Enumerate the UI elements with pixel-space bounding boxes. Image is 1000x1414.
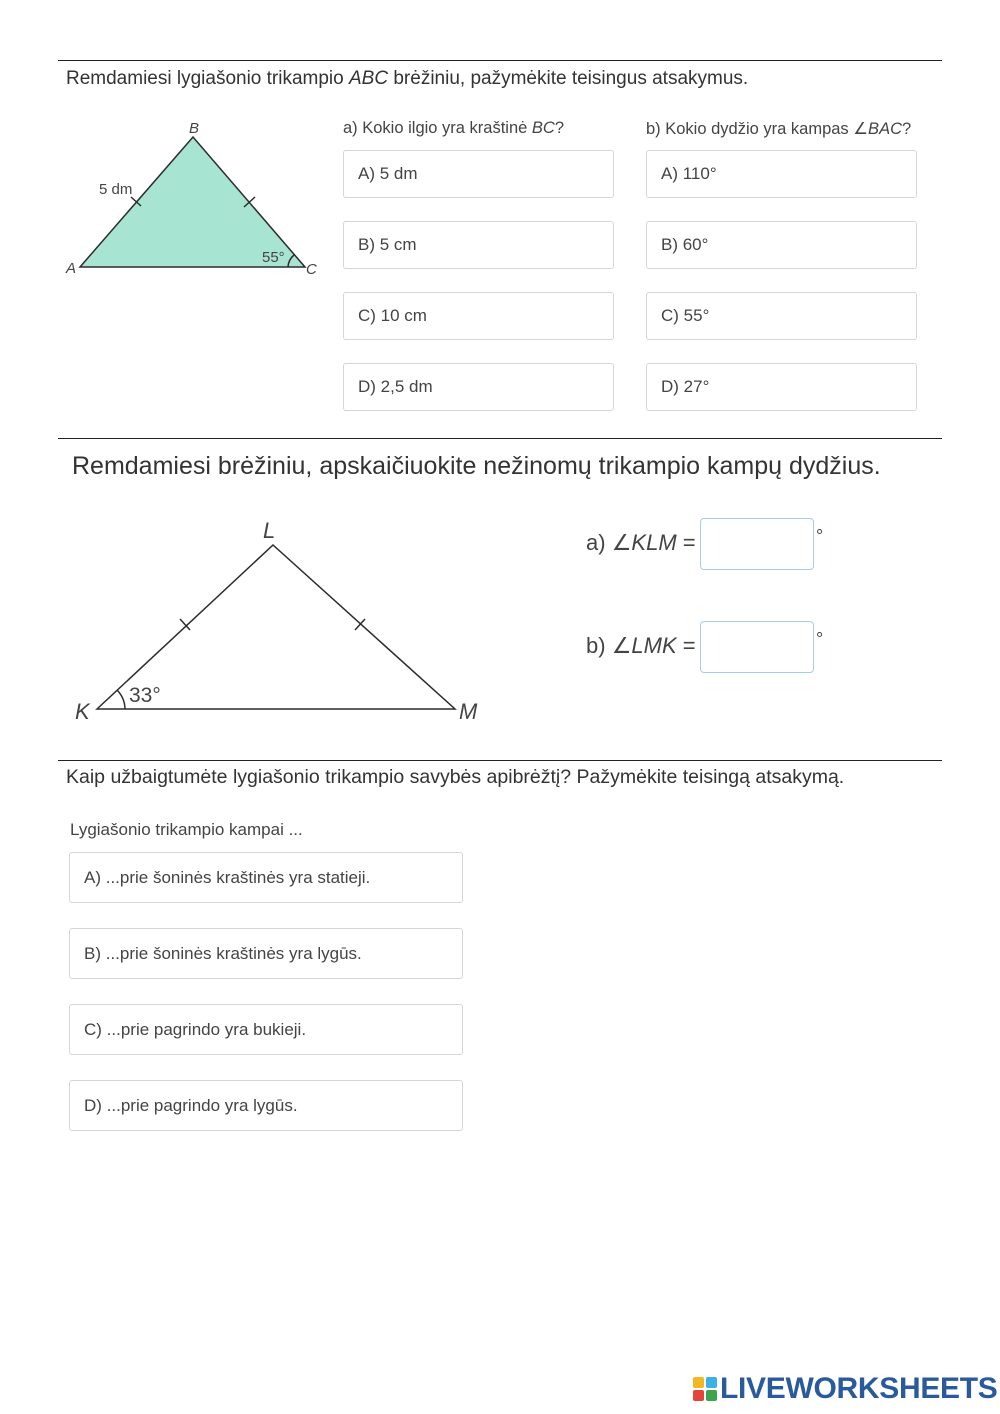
section3-prompt: Lygiašonio trikampio kampai ...: [70, 820, 303, 839]
triangle-klm-diagram: [70, 512, 490, 727]
section1-top-rule: [58, 60, 942, 61]
section1-instruction: Remdamiesi lygiašonio trikampio ABC brėžiniu, pažymėkite teisingus atsakymus.: [66, 68, 749, 89]
vertex-label-m: M: [459, 699, 478, 724]
liveworksheets-logo: [692, 1372, 998, 1406]
section2-instruction: Remdamiesi brėžiniu, apskaičiuokite nežinomų trikampio kampų dydžius.: [72, 452, 881, 480]
answer-b-input[interactable]: [700, 621, 814, 673]
angle-arc-k: [117, 690, 125, 709]
section3-option-c[interactable]: C) ...prie pagrindo yra bukieji.: [69, 1004, 463, 1055]
question-a-option-c[interactable]: C) 10 cm: [343, 292, 614, 340]
vertex-label-a: A: [66, 260, 77, 277]
question-b-label: b) Kokio dydžio yra kampas ∠BAC?: [646, 120, 912, 138]
question-a-option-d[interactable]: D) 2,5 dm: [343, 363, 614, 411]
answer-b-degree-unit: °: [816, 629, 824, 649]
answer-a-degree-unit: °: [816, 526, 824, 546]
triangle-abc-shape: [80, 137, 305, 267]
vertex-label-b: B: [189, 120, 200, 137]
section3-top-rule: [58, 760, 942, 761]
section2-top-rule: [58, 438, 942, 439]
section3-instruction: Kaip užbaigtumėte lygiašonio trikampio savybės apibrėžtį? Pažymėkite teisingą atsakymą.: [66, 766, 845, 788]
question-b-option-c[interactable]: C) 55°: [646, 292, 917, 340]
question-b-option-a[interactable]: A) 110°: [646, 150, 917, 198]
answer-b-label: b) ∠LMK =: [586, 633, 696, 658]
angle-label-c: 55°: [262, 249, 285, 266]
logo-grid-icon: [692, 1376, 718, 1402]
side-length-label: 5 dm: [99, 181, 133, 198]
angle-label-k: 33°: [129, 684, 161, 707]
question-a-option-b[interactable]: B) 5 cm: [343, 221, 614, 269]
section3-option-a[interactable]: A) ...prie šoninės kraštinės yra statieji.: [69, 852, 463, 903]
answer-a-input[interactable]: [700, 518, 814, 570]
logo-text: LIVEWORKSHEETS: [720, 1372, 998, 1405]
answer-a-label: a) ∠KLM =: [586, 530, 696, 555]
vertex-label-k: K: [75, 699, 90, 724]
section3-option-d[interactable]: D) ...prie pagrindo yra lygūs.: [69, 1080, 463, 1131]
vertex-label-l: L: [263, 518, 276, 543]
question-a-label: a) Kokio ilgio yra kraštinė BC?: [343, 119, 565, 137]
question-a-option-a[interactable]: A) 5 dm: [343, 150, 614, 198]
question-b-option-d[interactable]: D) 27°: [646, 363, 917, 411]
vertex-label-c: C: [306, 261, 317, 278]
section3-option-b[interactable]: B) ...prie šoninės kraštinės yra lygūs.: [69, 928, 463, 979]
triangle-abc-diagram: [60, 110, 330, 285]
question-b-option-b[interactable]: B) 60°: [646, 221, 917, 269]
